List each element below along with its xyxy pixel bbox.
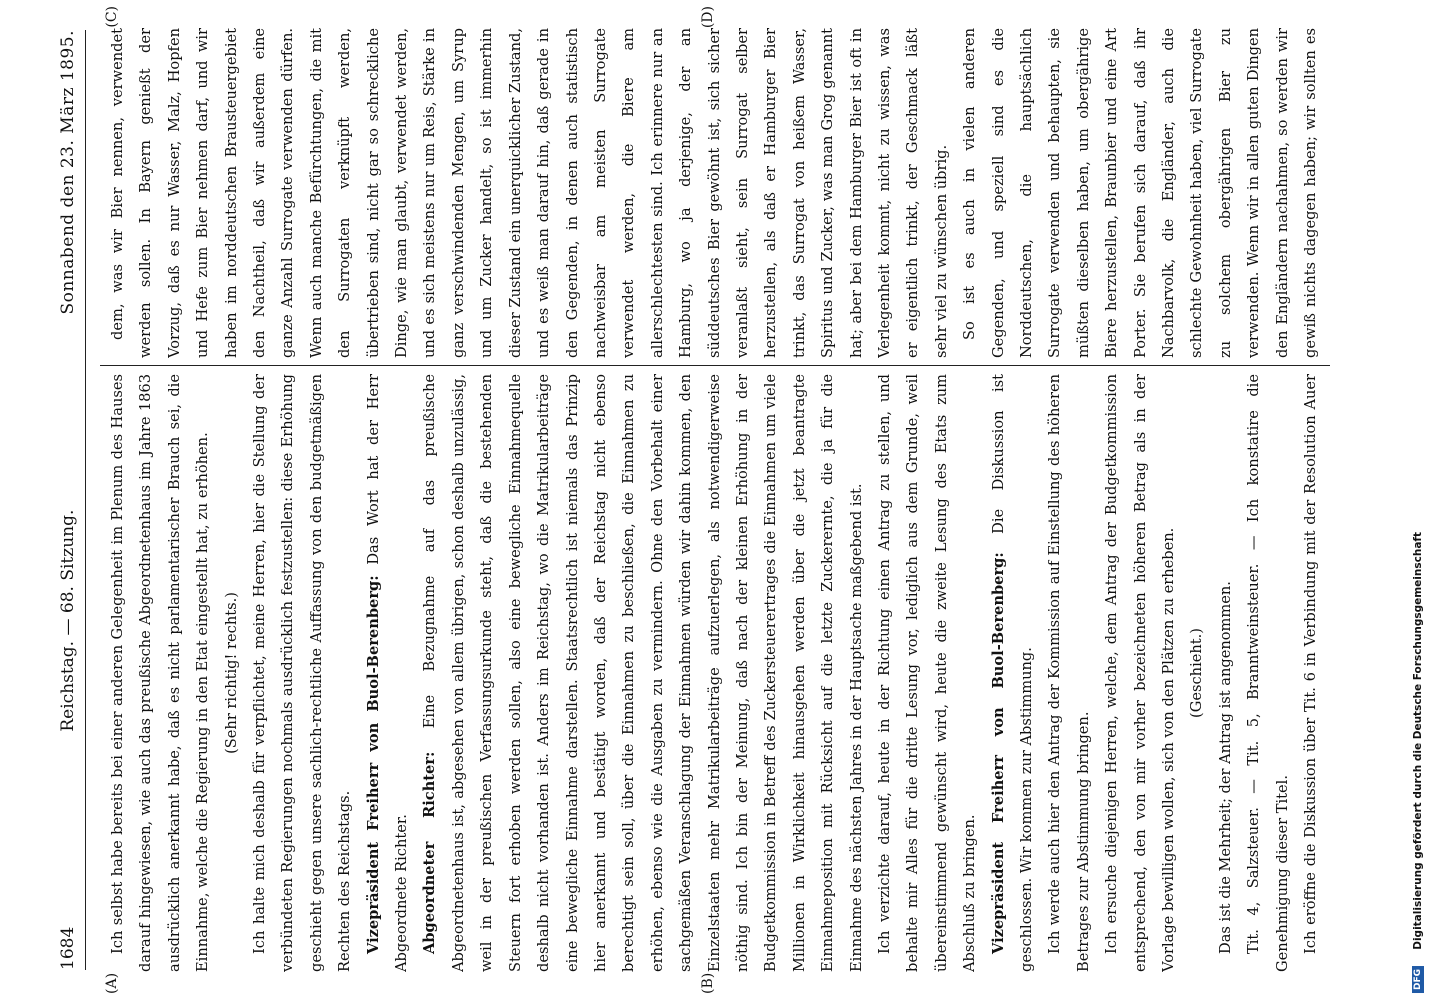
paragraph	[1098, 374, 1183, 972]
session-title: Reichstag. — 68. Sitzung.	[58, 509, 78, 732]
speaker-name: Vizepräsident Freiherr von Buol-Berenberg:	[364, 575, 382, 954]
paragraph	[1212, 374, 1240, 972]
margin-marker-b: (B)	[700, 972, 716, 994]
speaker-name: Vizepräsident Freiherr von Buol-Berenberg:	[989, 552, 1007, 954]
margin-marker-c: (C)	[104, 6, 120, 28]
paragraph	[1183, 374, 1211, 972]
paragraph-text: Ich ersuche diejenigen Herren, welche, dem Antrag der Budgetkommission entsprechend, den von mir vorher bezeichneten höheren Betrag als in der Vorlage bewilligen wollen, sich von den Plätzen zu erheben.	[1103, 374, 1178, 972]
paragraph	[246, 374, 360, 972]
paragraph	[871, 374, 985, 972]
paragraph-text: dem, was wir Bier nennen, verwendet werden sollen. In Bayern genießt der Vorzug, daß es nur Wasser, Malz, Hopfen und Hefe zum Bier nehmen darf, und wir haben im norddeutschen Brausteuergebiet den Nachtheil, daß wir außerdem eine ganze Anzahl Surrogate verwenden dürfen. Wenn auch manche Befürchtungen, die mit den Surrogaten verknüpft werden, übertrieben sind, nicht gar so schreckliche Dinge, wie man glaubt, verwendet werden, und es sich meistens nur um Reis, Stärke in ganz verschwindenden Mengen, um Syrup und um Zucker handelt, so ist immerhin dieser Zustand ein unerquicklicher Zustand, und es weiß man darauf hin, daß gerade in den Gegenden, in denen auch statistisch nachweisbar am meisten Surrogate verwendet werden, die Biere am allerschlechtesten sind. Ich erinnere nur an Hamburg, wo ja derjenige, der an süddeutsches Bier gewöhnt ist, sich sicher veranlaßt sieht, sein Surrogat selber herzustellen, als daß er Hamburger Bier trinkt, das Surrogat von heißem Wasser, Spiritus und Zucker, was man Grog genannt hat; aber bei dem Hamburger Bier ist oft in Verlegenheit kommt, nicht zu wissen, was er eigentlich trinkt, der Geschmack läßt sehr viel zu wünschen übrig.	[109, 28, 950, 358]
paragraph-text: Ich eröffne die Diskussion über Tit. 6 in Verbindung mit der Resolution Auer	[1302, 374, 1320, 954]
margin-marker-d: (D)	[700, 6, 716, 29]
paragraph-text: Die Diskussion ist geschlossen. Wir kommen zur Abstimmung.	[989, 374, 1035, 972]
paragraph	[1041, 374, 1098, 972]
paragraph-text: Das Wort hat der Herr Abgeordnete Richter.	[364, 374, 411, 972]
paragraph-text: So ist es auch in vielen anderen Gegenden, und speziell sind es die Norddeutschen, die hauptsächlich Surrogate verwenden und behaupten, sie müßten dieselben haben, um obergährige Biere herzustellen, Braunbier und eine Art Porter. Sie berufen sich darauf, daß ihr Nachbarvolk, die Engländer, auch die schlechte Gewohnheit haben, viel Surrogate zu solchem obergährigen Bier zu verwenden. Wenn wir in allen guten Dingen den Engländern nachahmen, so werden wir gewiß nichts dagegen haben; wir sollten es	[961, 28, 1320, 358]
margin-marker-a: (A)	[104, 972, 120, 994]
paragraph-text: Ich halte mich deshalb für verpflichtet, meine Herren, hier die Stellung der verbündeten Regierungen nochmals ausdrücklich festzustellen: diese Erhöhung geschieht gegen unsere sachlich-rechtliche Auffassung von den budgetmäßigen Rechten des Reichstags.	[251, 374, 354, 972]
paragraph	[1240, 374, 1297, 972]
paragraph	[104, 374, 218, 972]
paragraph-text: Das ist die Mehrheit; der Antrag ist angenommen.	[1216, 581, 1234, 954]
digitization-footer	[1410, 10, 1430, 995]
paragraph	[218, 374, 246, 972]
paragraph	[956, 28, 1324, 358]
paragraph	[1297, 374, 1324, 972]
paragraph	[360, 374, 417, 972]
paragraph-text: Ich werde auch hier den Antrag der Kommission auf Einstellung des höheren Betrages zur Abstimmung bringen.	[1046, 374, 1092, 972]
right-column	[104, 28, 1324, 358]
column-divider	[100, 365, 1330, 366]
digitization-note-text: Digitalisierung gefördert durch die Deutsche Forschungsgemeinschaft	[1412, 532, 1424, 950]
paragraph-text: Tit. 4, Salzsteuer. — Tit. 5, Branntweinsteuer. — Ich konstatire die Genehmigung dieser Titel.	[1245, 374, 1291, 972]
speaker-name: Abgeordneter Richter:	[421, 751, 439, 954]
paragraph-text: (Sehr richtig! rechts.)	[222, 592, 240, 754]
page-header	[58, 30, 80, 970]
paragraph	[104, 28, 956, 358]
paragraph-text: Ich selbst habe bereits bei einer anderen Gelegenheit im Plenum des Hauses darauf hingewiesen, wie auch das preußische Abgeordnetenhaus im Jahre 1863 ausdrücklich anerkannt habe, daß es nicht parlamentarischer Brauch sei, die Einnahme, welche die Regierung in den Etat eingestellt hat, zu erhöhen.	[109, 374, 212, 972]
paragraph-text: (Geschieht.)	[1188, 628, 1206, 718]
paragraph-text: Eine Bezugnahme auf das preußische Abgeordnetenhaus ist, abgesehen von allem übrigen, schon deshalb unzulässig, weil in der preußischen Verfassungsurkunde steht, daß die bestehenden Steuern fort erhoben werden sollen, also eine bewegliche Einnahmequelle deshalb nicht vorhanden ist. Anders im Reichstag, wo die Matrikularbeiträge eine bewegliche Einnahme darstellen. Staatsrechtlich ist niemals das Prinzip hier anerkannt und bestätigt worden, daß der Reichstag nicht ebenso berechtigt sein soll, über die Einnahmen zu beschließen, die Einnahmen zu erhöhen, ebenso wie die Ausgaben zu vermindern. Ohne den Vorbehalt einer sachgemäßen Veranschlagung der Einnahmen würden wir dahin kommen, den Einzelstaaten mehr Matrikularbeiträge aufzuerlegen, als notwendigerweise nöthig sind. Ich bin der Meinung, daß nach der kleinen Erhöhung in der Budgetkommission in Betreff des Zuckersteuerertrages die Einnahmen um viele Millionen in Wirklichkeit hinausgehen werden über die jetzt beantragte Einnahmeposition mit Rücksicht auf die letzte Zuckerernte, die ja für die Einnahme des nächsten Jahres in der Hauptsache maßgebend ist.	[421, 374, 865, 972]
page-number: 1684	[58, 926, 78, 970]
paragraph	[416, 374, 871, 972]
header-rule	[85, 30, 86, 970]
left-column	[104, 374, 1324, 972]
dfg-logo: DFG	[1412, 966, 1424, 993]
paragraph-text: Ich verzichte darauf, heute in der Richtung einen Antrag zu stellen, und behalte mir Alles für die dritte Lesung vor, lediglich aus dem Grunde, weil übereinstimmend gewünscht wird, heute die zweite Lesung des Etats zum Abschluß zu bringen.	[875, 374, 979, 972]
session-date: Sonnabend den 23. März 1895.	[58, 30, 78, 315]
paragraph	[985, 374, 1042, 972]
